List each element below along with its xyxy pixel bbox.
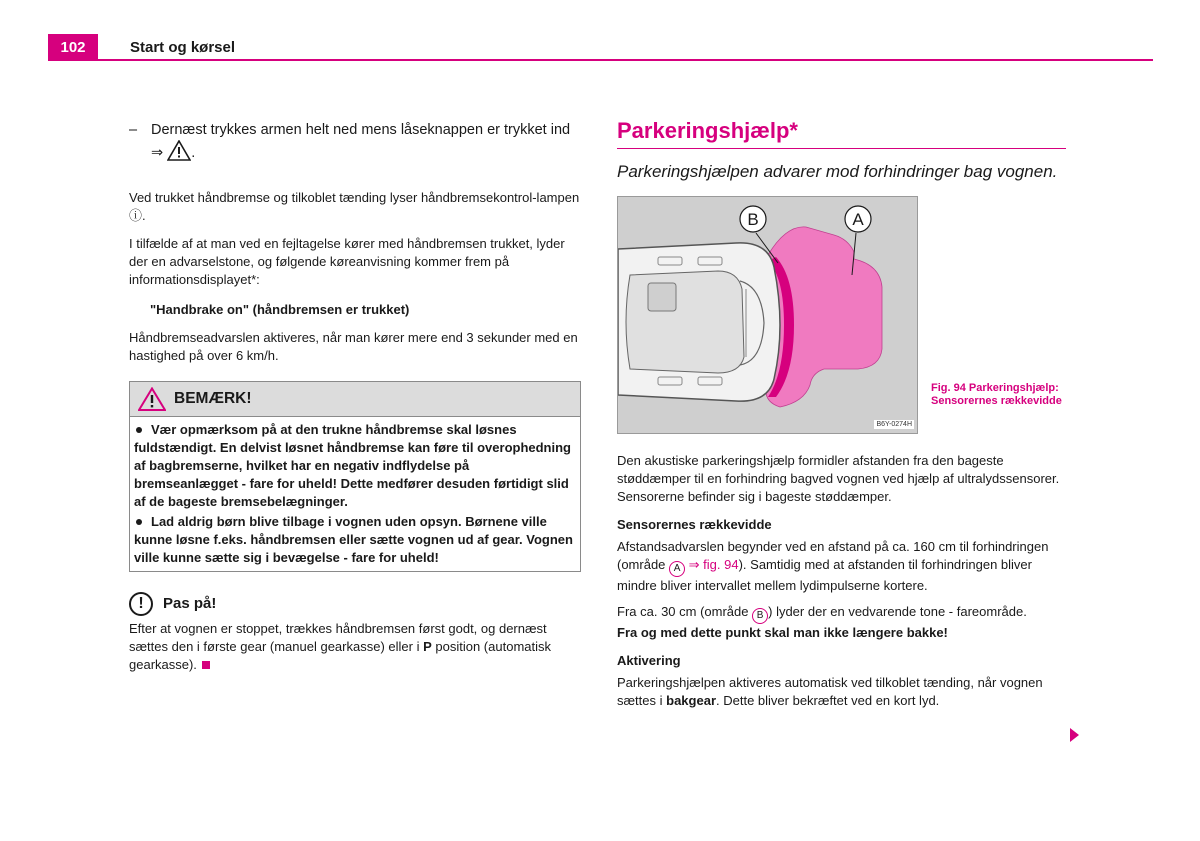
range-text: ). Samtidig med at afstanden til forhindringen bliver mindre bliver intervallet mellem lydimpulserne kortere. [617, 557, 1032, 593]
notice-bullet [134, 421, 576, 511]
activation-bold: bakgear [666, 693, 717, 708]
range-text: Afstandsadvarslen begynder ved en afstand på ca. 160 cm til forhindringen (område [617, 539, 1049, 572]
figure-link[interactable]: ⇒ fig. 94 [688, 557, 739, 572]
warning-tone-paragraph: I tilfælde af at man ved en fejltagelse kører med håndbremsen trukket, lyder der en advarselstone, og følgende køreanvisning kommer frem på informationsdisplayet*: [129, 236, 565, 287]
section-lead: Parkeringshjælpen advarer mod forhindringer bag vognen. [617, 162, 1058, 181]
intro-paragraph: Den akustiske parkeringshjælp formidler afstanden fra den bageste støddæmper til en forhindring bagved vognen ved hjælp af ultralydssensorer. Sensorerne befinder sig i bageste støddæmper. [617, 453, 1060, 504]
warning-triangle-icon [167, 140, 191, 161]
zone-b-label: B [747, 210, 759, 229]
header-rule [48, 59, 1153, 61]
caution-text [129, 620, 581, 674]
notice-bullet [134, 513, 576, 567]
section-title: Parkeringshjælp* [617, 118, 798, 143]
notice-bullet-text: Lad aldrig børn blive tilbage i vognen uden opsyn. Børnene ville kunne løsne f.eks. håndbremsen eller sætte vognen ud af gear. Vognen ville kunne sætte sig i bevægelse - fare for uheld! [134, 514, 573, 565]
instruction-end: . [191, 145, 196, 161]
caution-title: Pas på! [163, 595, 217, 612]
left-column [129, 120, 581, 674]
notice-title: BEMÆRK! [174, 390, 252, 407]
bullet-dot [136, 519, 142, 525]
instruction-step [129, 120, 581, 163]
danger-zone-paragraph [617, 603, 1066, 642]
figure-code: B6Y-0274H [876, 421, 912, 428]
caution-header [129, 592, 581, 616]
display-message: "Handbrake on" (håndbremsen er trukket) [150, 302, 410, 317]
caution-text-bold: P [423, 639, 432, 654]
notice-box [129, 381, 581, 572]
figure-caption: Fig. 94 Parkeringshjælp: Sensorernes rækkevidde [931, 382, 1062, 407]
notice-bullet-text: Vær opmærksom på at den trukne håndbremse skal løsnes fuldstændigt. En delvist løsnet håndbremse kan føre til overophedning af bagbremserne, hvilket har en negativ indflydelse på bremseanlægget - fare for uheld! Dette medfører desuden førtidigt slid af de bageste bremsebelægninger. [134, 422, 571, 509]
section-rule [617, 148, 1066, 149]
activation-heading: Aktivering [617, 653, 681, 668]
right-column [617, 116, 1066, 710]
page-number: 102 [48, 34, 98, 60]
danger-warning: Fra og med dette punkt skal man ikke længere bakke! [617, 625, 948, 640]
notice-header [130, 382, 580, 417]
zone-a-label: A [852, 210, 864, 229]
parking-sensor-illustration [617, 196, 918, 434]
caution-text-part: Efter at vognen er stoppet, trækkes håndbremsen først godt, og dernæst sættes den i første gear (manuel gearkasse) eller i [129, 621, 547, 654]
caution-text-part: position (automatisk gearkasse). [129, 639, 552, 672]
activation-text: . Dette bliver bekræftet ved en kort lyd. [716, 693, 940, 708]
notice-body [130, 417, 580, 571]
chapter-title: Start og kørsel [130, 39, 236, 56]
bullet-dot [136, 427, 142, 433]
next-page-arrow-icon[interactable] [1070, 728, 1079, 742]
activation-paragraph [617, 674, 1066, 710]
handbrake-lamp-paragraph: Ved trukket håndbremse og tilkoblet tænding lyser håndbremsekontrol-lampen ⓘ. [129, 190, 580, 223]
zone-b-reference: B [752, 608, 768, 624]
activation-paragraph: Håndbremseadvarslen aktiveres, når man kører mere end 3 sekunder med en hastighed på over 6 km/h. [129, 330, 578, 363]
zone-a-reference: A [669, 561, 685, 577]
section-end-marker [202, 661, 210, 669]
figure [617, 196, 1066, 436]
range-heading: Sensorernes rækkevidde [617, 517, 772, 532]
danger-text: ) lyder der en vedvarende tone - fareområde. [768, 604, 1027, 619]
dash-marker: – [129, 122, 138, 138]
car-top-view-diagram [618, 197, 918, 434]
warning-triangle-icon [138, 387, 166, 411]
instruction-text: Dernæst trykkes armen helt ned mens låseknappen er trykket ind ⇒ [151, 122, 571, 161]
exclamation-circle-icon: ! [129, 592, 153, 616]
range-paragraph [617, 538, 1066, 595]
activation-text: Parkeringshjælpen aktiveres automatisk ved tilkoblet tænding, når vognen sættes i [617, 675, 1043, 708]
danger-text: Fra ca. 30 cm (område [617, 604, 749, 619]
